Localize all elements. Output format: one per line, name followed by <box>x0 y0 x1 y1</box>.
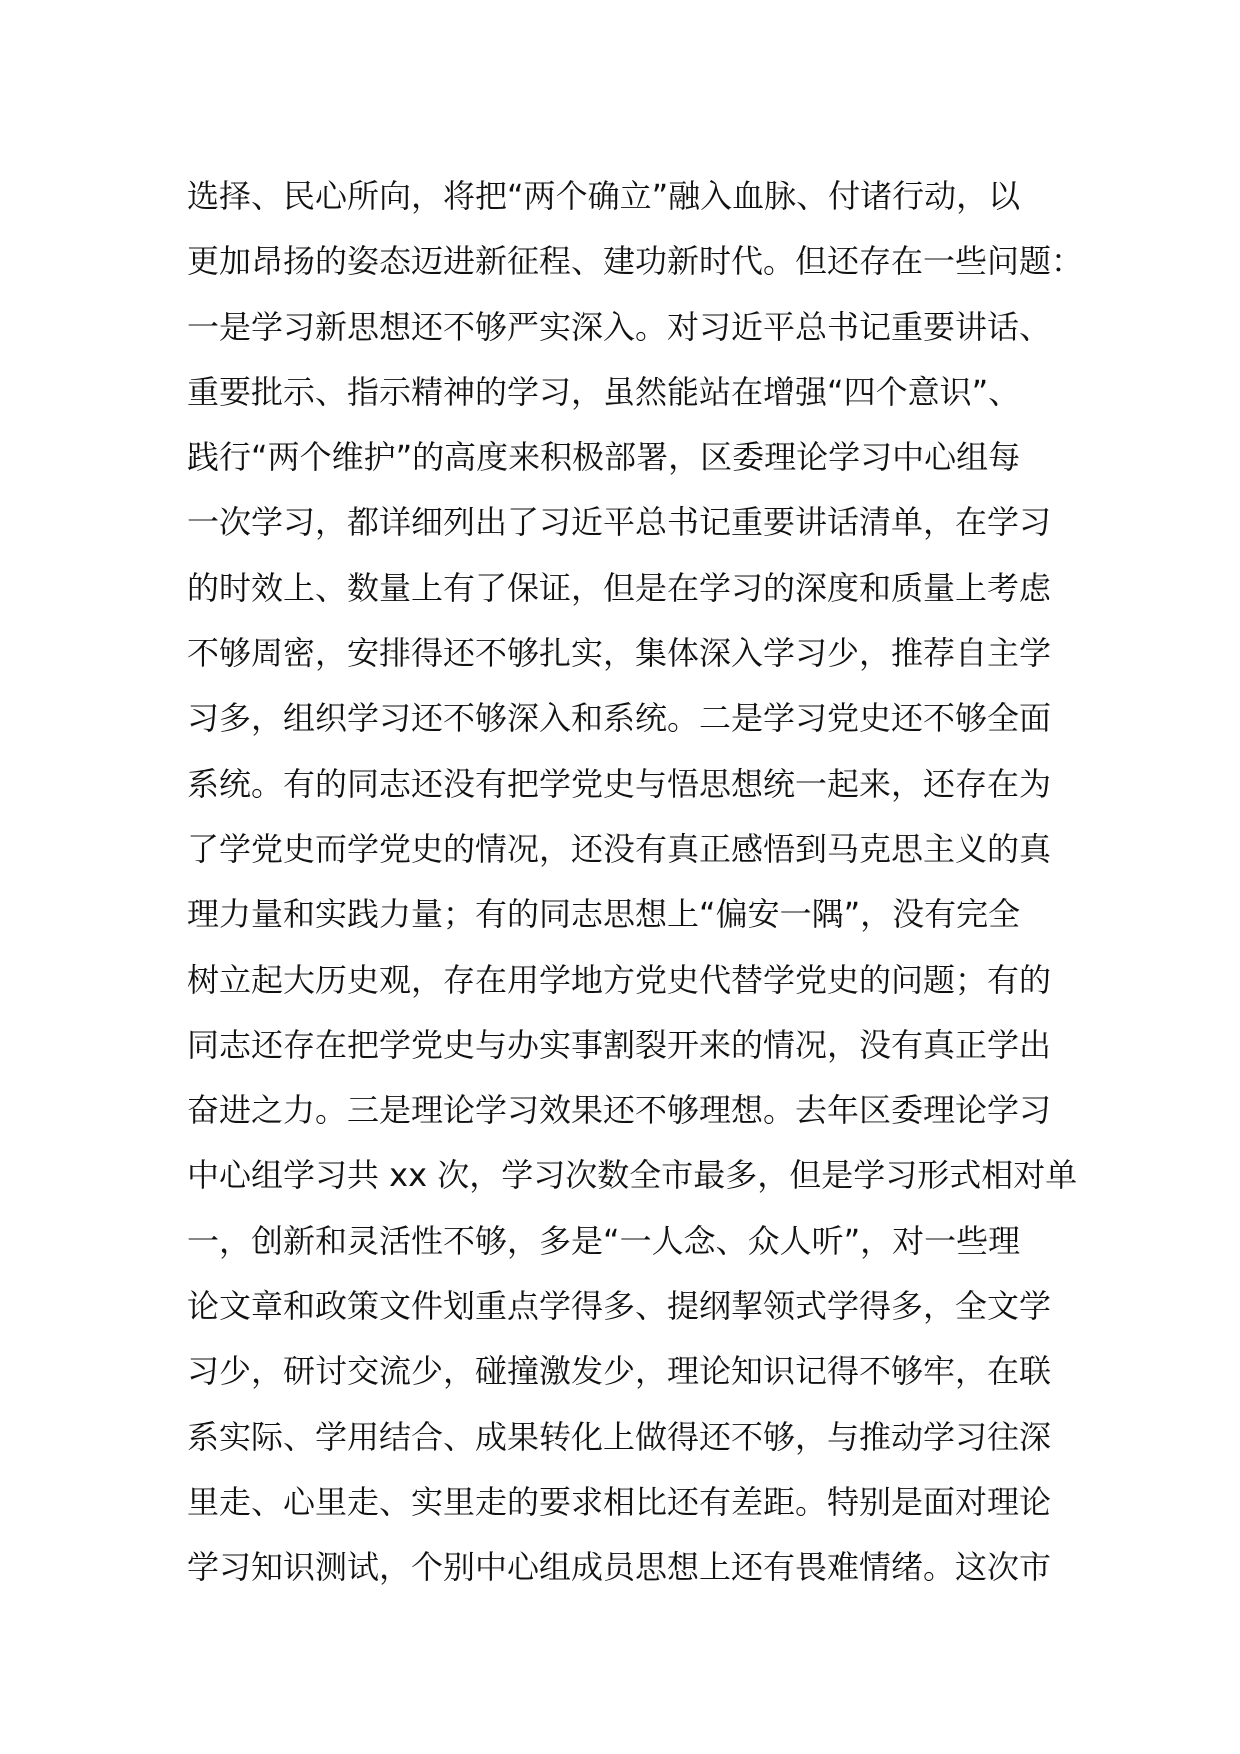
text-line: 习少，研讨交流少，碰撞激发少，理论知识记得不够牢，在联 <box>187 1352 1052 1391</box>
text-line: 践行“两个维护”的高度来积极部署，区委理论学习中心组每 <box>187 438 1021 477</box>
text-line: 习多，组织学习还不够深入和系统。二是学习党史还不够全面 <box>187 699 1052 738</box>
text-line: 中心组学习共 xx 次，学习次数全市最多，但是学习形式相对单 <box>187 1156 1078 1195</box>
text-line: 一，创新和灵活性不够，多是“一人念、众人听”，对一些理 <box>187 1221 1021 1260</box>
text-line: 奋进之力。三是理论学习效果还不够理想。去年区委理论学习 <box>187 1091 1052 1130</box>
text-line: 同志还存在把学党史与办实事割裂开来的情况，没有真正学出 <box>187 1025 1052 1064</box>
text-line: 里走、心里走、实里走的要求相比还有差距。特别是面对理论 <box>187 1482 1052 1521</box>
text-line: 学习知识测试，个别中心组成员思想上还有畏难情绪。这次市 <box>187 1548 1052 1587</box>
text-line: 的时效上、数量上有了保证，但是在学习的深度和质量上考虑 <box>187 568 1052 607</box>
text-line: 树立起大历史观，存在用学地方党史代替学党史的问题；有的 <box>187 960 1052 999</box>
text-line: 选择、民心所向，将把“两个确立”融入血脉、付诸行动，以 <box>187 177 1021 215</box>
text-line: 一次学习，都详细列出了习近平总书记重要讲话清单，在学习 <box>187 503 1052 542</box>
text-line: 系统。有的同志还没有把学党史与悟思想统一起来，还存在为 <box>187 764 1052 803</box>
text-line: 一是学习新思想还不够严实深入。对习近平总书记重要讲话、 <box>187 307 1052 346</box>
text-line: 不够周密，安排得还不够扎实，集体深入学习少，推荐自主学 <box>187 634 1052 673</box>
text-line: 了学党史而学党史的情况，还没有真正感悟到马克思主义的真 <box>187 829 1052 868</box>
text-line: 论文章和政策文件划重点学得多、提纲挈领式学得多，全文学 <box>187 1287 1052 1326</box>
text-line: 更加昂扬的姿态迈进新征程、建功新时代。但还存在一些问题： <box>187 242 1084 281</box>
text-line: 系实际、学用结合、成果转化上做得还不够，与推动学习往深 <box>187 1417 1052 1456</box>
text-line: 重要批示、指示精神的学习，虽然能站在增强“四个意识”、 <box>187 372 1021 411</box>
body-paragraph <box>187 164 1087 1601</box>
text-line: 理力量和实践力量；有的同志思想上“偏安一隅”，没有完全 <box>187 895 1021 934</box>
